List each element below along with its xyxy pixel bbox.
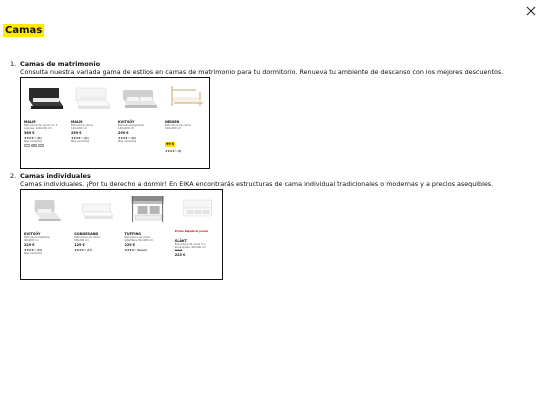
product-card[interactable] — [71, 190, 121, 279]
product-desc: Estructura tapizada, 90x200 cm — [24, 236, 51, 243]
swatch — [38, 144, 44, 147]
single-white-bed-image — [74, 192, 119, 226]
wooden-bed-image — [165, 80, 207, 114]
product-desc: Estructura de cama, 90x200 cm — [74, 236, 101, 243]
storage-bed-image — [175, 192, 220, 226]
product-card[interactable] — [21, 78, 68, 168]
product-card[interactable] — [122, 190, 172, 279]
upholstered-bed-image — [118, 80, 160, 114]
more-variants: Más variantes — [71, 140, 90, 144]
category-list — [0, 59, 540, 282]
list-number: 2. — [10, 172, 17, 180]
product-name: TUFFING — [124, 232, 142, 236]
white-bed-image — [71, 80, 113, 114]
product-price: 369 € — [24, 131, 35, 136]
product-name: KVITSÖY — [24, 232, 41, 236]
product-price: 259 € — [71, 131, 82, 136]
more-variants: Más variantes — [24, 140, 43, 144]
close-button[interactable] — [524, 4, 538, 18]
product-card[interactable] — [162, 78, 209, 168]
star-rating: ★★★★☆ (34) — [24, 248, 42, 253]
product-preview-image[interactable] — [20, 77, 210, 169]
swatch — [24, 144, 30, 147]
product-price: 229 € — [24, 243, 35, 248]
category-link-individuales[interactable]: Camas individuales — [20, 172, 91, 180]
product-desc: Estructura de cama con 2 cajones, 140x200 cm — [24, 124, 58, 131]
color-swatches — [24, 144, 66, 147]
promo-label: Precio bajada al precio — [174, 230, 209, 233]
product-price: 299 € — [118, 131, 129, 136]
star-rating: ★★★★☆ (17) — [74, 248, 92, 253]
black-bed-image — [24, 80, 66, 114]
list-item-camas-matrimonio — [0, 59, 540, 169]
page-title: Camas — [5, 25, 43, 36]
product-price: 129 € — [74, 243, 85, 248]
product-price: 99 € — [166, 142, 175, 147]
product-name: KVITSÖY — [118, 120, 135, 124]
product-card[interactable] — [21, 190, 71, 279]
product-desc: Estructura de cama alta/litera, 90x200 cm — [124, 236, 154, 243]
product-desc: Estructura de cama, 140x200 cm — [165, 124, 192, 131]
star-rating: ★★★★☆ (16) — [118, 136, 136, 141]
swatch — [31, 144, 37, 147]
product-price: 225 € — [174, 253, 186, 258]
star-rating: ★★★★☆ (1k) — [71, 136, 89, 141]
single-upholstered-bed-image — [24, 192, 69, 226]
product-desc: Estructura de cama con almacenaje, 90x200 cm — [174, 243, 206, 250]
product-price: 229 € — [124, 243, 136, 248]
loft-bed-image — [125, 192, 170, 226]
category-description: Camas individuales. ¡Por tu derecho a dormir! En EIKA encontrarás estructuras de cama individual tradicionales o modernas y a precios asequibles. — [20, 180, 494, 188]
product-name: MALM — [71, 120, 83, 124]
close-icon — [524, 4, 538, 18]
product-preview-image[interactable] — [20, 189, 223, 280]
list-number: 1. — [10, 60, 17, 68]
product-desc: Estructura cama, 140x200 cm — [71, 124, 94, 131]
more-variants: Más variantes — [118, 140, 137, 144]
list-item-camas-individuales — [0, 171, 540, 280]
category-link-matrimonio[interactable]: Camas de matrimonio — [20, 60, 101, 68]
product-card[interactable] — [172, 190, 222, 279]
product-name: MALM — [24, 120, 36, 124]
star-rating: ★★★★☆ (Nuevo) — [124, 248, 147, 253]
more-variants: Más variantes — [24, 252, 43, 256]
product-name: NEIDEN — [165, 120, 180, 124]
product-desc: Estructura tapizada, 140x200 cm — [118, 124, 145, 131]
star-rating: ★★★★☆ (8) — [165, 149, 181, 154]
old-price: 259 € — [174, 249, 183, 253]
category-description: Consulta nuestra variada gama de estilos en camas de matrimonio para tu dormitorio. Renueva tu ambiente de descanso con los mejores descuentos. — [20, 68, 504, 76]
product-card[interactable] — [68, 78, 115, 168]
product-name: SONGESAND — [74, 232, 99, 236]
product-card[interactable] — [115, 78, 162, 168]
star-rating: ★★★★☆ (1k) — [24, 136, 42, 141]
product-name: SLÄKT — [174, 239, 187, 243]
